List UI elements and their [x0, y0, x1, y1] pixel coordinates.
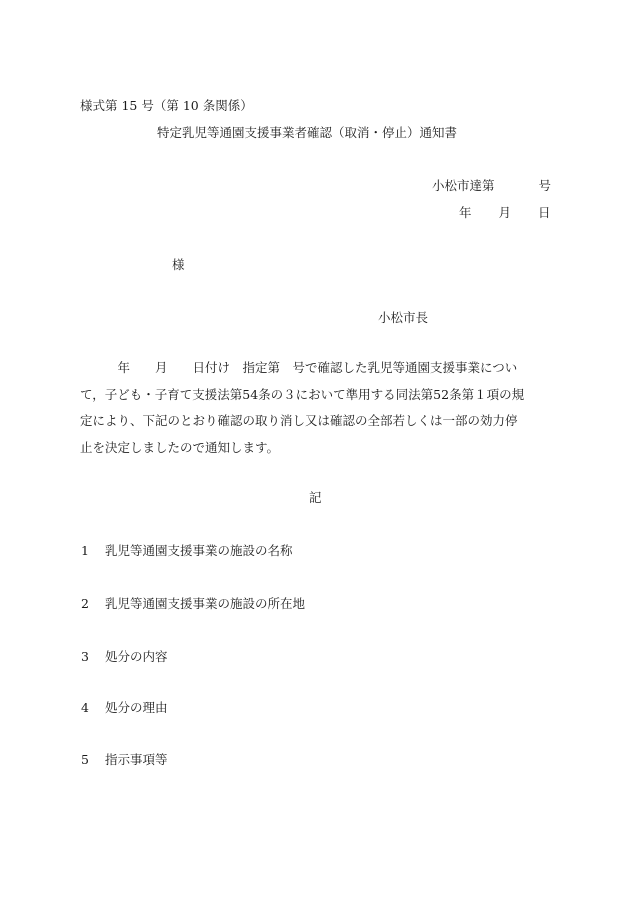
list-item [81, 596, 305, 612]
notice-body [80, 355, 554, 461]
list-item [81, 543, 293, 559]
notice-body-line: 年 月 日付け 指定第 号で確認した乳児等通園支援事業につい [80, 360, 518, 375]
document-title: 特定乳児等通園支援事業者確認（取消・停止）通知書 [157, 125, 458, 140]
addressee-suffix: 様 [172, 257, 185, 272]
issue-date [459, 205, 551, 221]
notice-body-line: て，子ども・子育て支援法第54条の３において準用する同法第52条第１項の規 [80, 386, 525, 402]
reference-number-suffix: 号 [538, 178, 552, 193]
list-item [81, 700, 168, 716]
item-number: 5 [81, 752, 89, 767]
item-label: 乳児等通園支援事業の施設の所在地 [105, 596, 306, 611]
notice-body-line: 定により、下記のとおり確認の取り消し又は確認の全部若しくは一部の効力停 [80, 413, 518, 428]
item-label: 指示事項等 [105, 752, 168, 767]
date-day: 日 [538, 205, 551, 220]
reference-number-prefix: 小松市達第 [432, 178, 495, 193]
notice-body-line: 止を決定しましたので通知します。 [80, 439, 280, 455]
date-year: 年 [459, 205, 472, 220]
ki-heading: 記 [309, 490, 322, 505]
list-item [81, 752, 168, 768]
date-month: 月 [498, 205, 512, 220]
item-label: 乳児等通園支援事業の施設の名称 [105, 543, 293, 558]
form-number: 様式第 15 号（第 10 条関係） [80, 98, 253, 113]
item-number: 1 [81, 543, 89, 558]
sender-name: 小松市長 [378, 310, 429, 325]
item-label: 処分の内容 [105, 649, 168, 664]
item-number: 4 [81, 700, 89, 715]
list-item [81, 649, 168, 665]
item-label: 処分の理由 [105, 700, 168, 715]
reference-number [432, 178, 551, 194]
item-number: 3 [81, 649, 89, 664]
item-number: 2 [81, 596, 89, 611]
